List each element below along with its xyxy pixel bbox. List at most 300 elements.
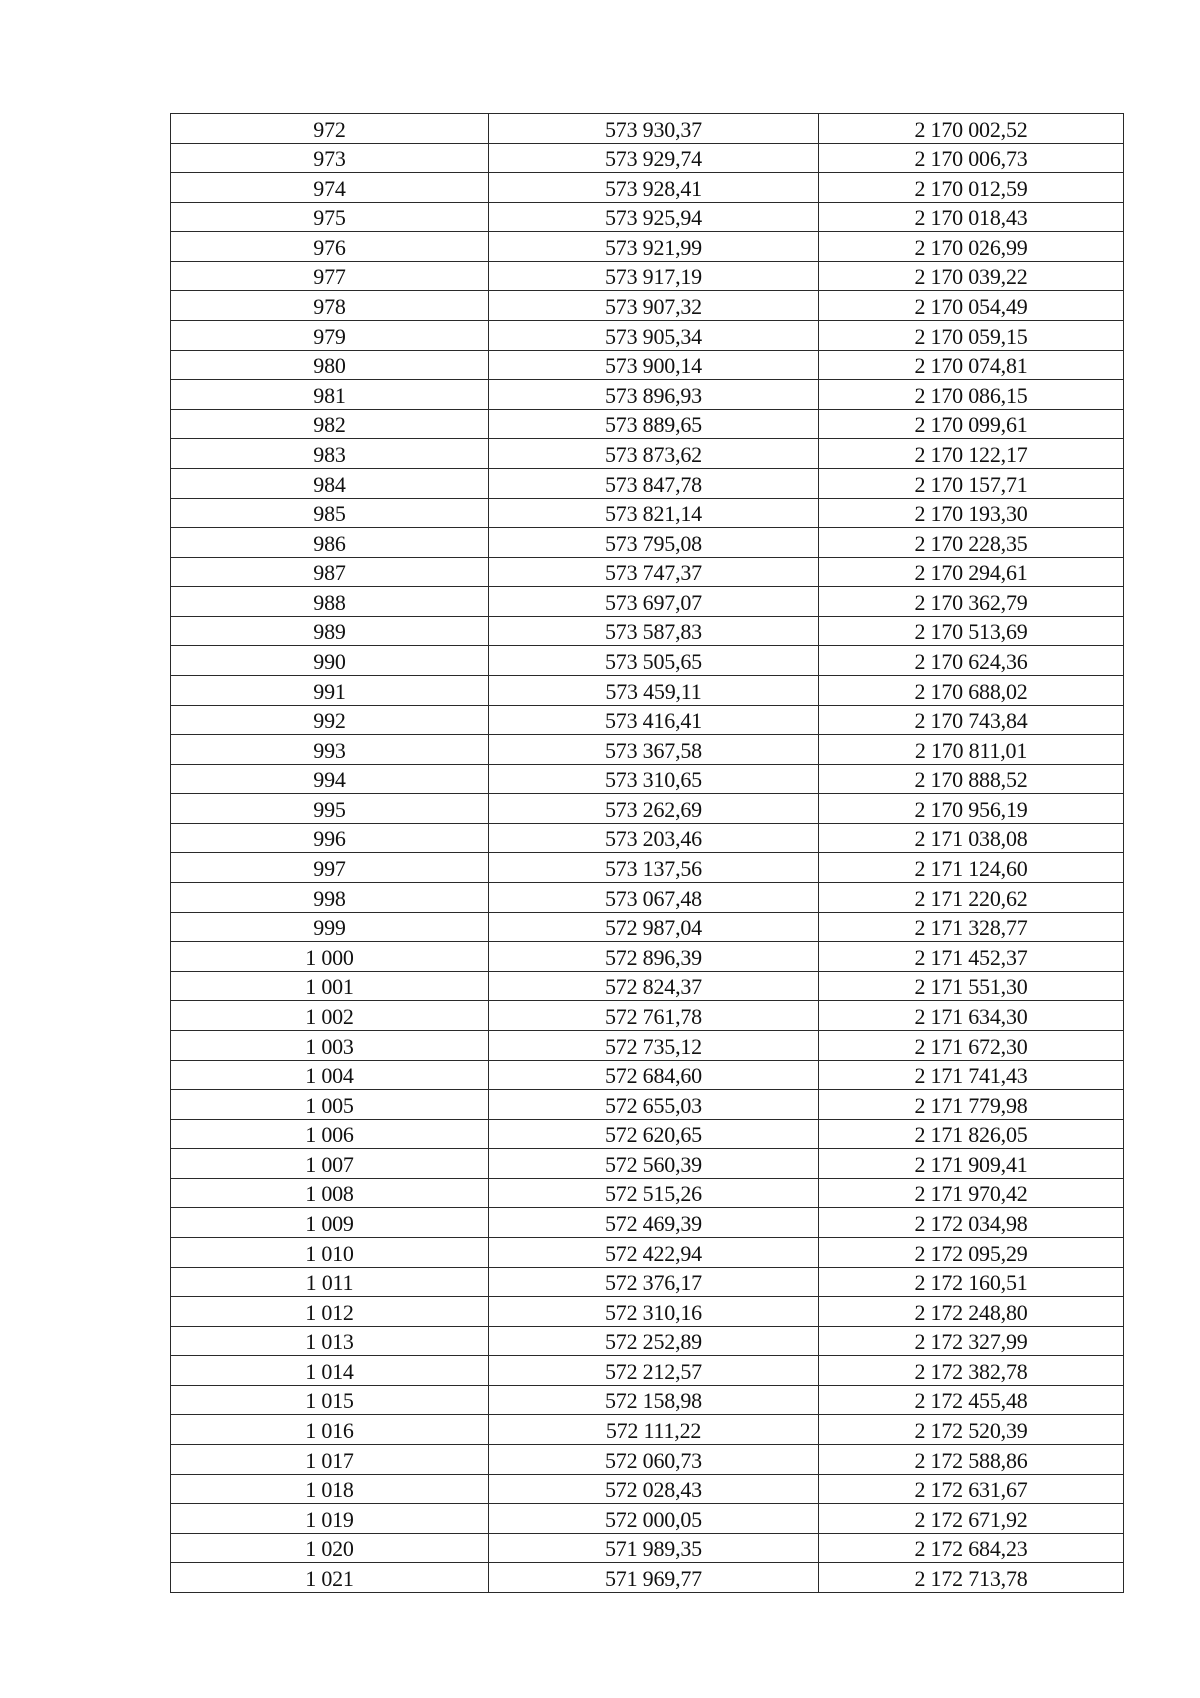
- point-number-text: 1 005: [305, 1092, 354, 1118]
- y-coordinate-text: 2 170 688,02: [914, 678, 1028, 704]
- point-number-cell: [171, 942, 489, 972]
- x-coordinate-text: 571 989,35: [604, 1536, 702, 1562]
- point-number-cell: [171, 853, 489, 883]
- table-row: [171, 1119, 1124, 1149]
- x-coordinate-cell: [489, 1356, 819, 1386]
- x-coordinate-cell: [489, 735, 819, 765]
- point-number-cell: [171, 528, 489, 558]
- x-coordinate-text: 572 684,60: [604, 1063, 702, 1089]
- x-coordinate-text: 573 905,34: [604, 323, 702, 349]
- y-coordinate-cell: [819, 794, 1124, 824]
- table-row: [171, 1237, 1124, 1267]
- y-coordinate-cell: [819, 439, 1124, 469]
- x-coordinate-cell: [489, 616, 819, 646]
- point-number-cell: [171, 1178, 489, 1208]
- point-number-cell: [171, 675, 489, 705]
- table-row: [171, 1178, 1124, 1208]
- point-number-cell: [171, 705, 489, 735]
- point-number-text: 988: [313, 589, 346, 615]
- y-coordinate-text: 2 170 624,36: [914, 648, 1028, 674]
- table-row: [171, 468, 1124, 498]
- x-coordinate-text: 572 824,37: [604, 974, 702, 1000]
- point-number-cell: [171, 1385, 489, 1415]
- point-number-text: 993: [313, 737, 346, 763]
- x-coordinate-text: 572 987,04: [604, 915, 702, 941]
- y-coordinate-text: 2 171 970,42: [914, 1181, 1028, 1207]
- x-coordinate-text: 572 469,39: [604, 1210, 702, 1236]
- x-coordinate-text: 572 376,17: [604, 1270, 702, 1296]
- y-coordinate-cell: [819, 942, 1124, 972]
- y-coordinate-cell: [819, 321, 1124, 351]
- y-coordinate-cell: [819, 1533, 1124, 1563]
- x-coordinate-text: 573 925,94: [604, 205, 702, 231]
- point-number-cell: [171, 1533, 489, 1563]
- y-coordinate-text: 2 170 086,15: [914, 382, 1028, 408]
- y-coordinate-text: 2 172 520,39: [914, 1418, 1028, 1444]
- x-coordinate-cell: [489, 232, 819, 262]
- point-number-text: 1 001: [305, 974, 354, 1000]
- point-number-cell: [171, 764, 489, 794]
- point-number-text: 977: [313, 264, 346, 290]
- y-coordinate-text: 2 170 074,81: [914, 353, 1028, 379]
- point-number-cell: [171, 1297, 489, 1327]
- x-coordinate-text: 573 697,07: [604, 589, 702, 615]
- y-coordinate-text: 2 170 362,79: [914, 589, 1028, 615]
- x-coordinate-text: 573 587,83: [604, 619, 702, 645]
- x-coordinate-text: 573 889,65: [604, 412, 702, 438]
- point-number-text: 1 016: [305, 1418, 354, 1444]
- point-number-text: 998: [313, 885, 346, 911]
- x-coordinate-text: 573 917,19: [604, 264, 702, 290]
- table-row: [171, 1297, 1124, 1327]
- y-coordinate-text: 2 170 099,61: [914, 412, 1028, 438]
- coordinates-table-body: [171, 114, 1124, 1593]
- table-row: [171, 1060, 1124, 1090]
- y-coordinate-cell: [819, 291, 1124, 321]
- x-coordinate-cell: [489, 1237, 819, 1267]
- table-row: [171, 409, 1124, 439]
- x-coordinate-cell: [489, 1060, 819, 1090]
- y-coordinate-text: 2 170 006,73: [914, 146, 1028, 172]
- x-coordinate-cell: [489, 439, 819, 469]
- point-number-cell: [171, 1030, 489, 1060]
- x-coordinate-cell: [489, 1149, 819, 1179]
- point-number-text: 976: [313, 234, 346, 260]
- point-number-cell: [171, 468, 489, 498]
- x-coordinate-text: 572 620,65: [604, 1122, 702, 1148]
- point-number-cell: [171, 1060, 489, 1090]
- table-row: [171, 232, 1124, 262]
- y-coordinate-cell: [819, 764, 1124, 794]
- x-coordinate-cell: [489, 557, 819, 587]
- point-number-text: 1 019: [305, 1506, 354, 1532]
- x-coordinate-cell: [489, 409, 819, 439]
- point-number-text: 999: [313, 915, 346, 941]
- y-coordinate-text: 2 172 248,80: [914, 1299, 1028, 1325]
- x-coordinate-text: 573 747,37: [604, 560, 702, 586]
- y-coordinate-cell: [819, 587, 1124, 617]
- y-coordinate-cell: [819, 350, 1124, 380]
- y-coordinate-cell: [819, 114, 1124, 144]
- x-coordinate-text: 573 310,65: [604, 767, 702, 793]
- table-row: [171, 321, 1124, 351]
- y-coordinate-text: 2 170 054,49: [914, 294, 1028, 320]
- x-coordinate-cell: [489, 321, 819, 351]
- x-coordinate-text: 573 459,11: [605, 678, 702, 704]
- y-coordinate-cell: [819, 1356, 1124, 1386]
- x-coordinate-text: 573 137,56: [604, 856, 702, 882]
- table-row: [171, 971, 1124, 1001]
- point-number-text: 975: [313, 205, 346, 231]
- x-coordinate-cell: [489, 1267, 819, 1297]
- x-coordinate-text: 572 655,03: [604, 1092, 702, 1118]
- point-number-text: 1 017: [305, 1447, 354, 1473]
- x-coordinate-text: 573 416,41: [604, 708, 702, 734]
- point-number-text: 1 014: [305, 1358, 354, 1384]
- y-coordinate-cell: [819, 380, 1124, 410]
- x-coordinate-text: 572 761,78: [604, 1003, 702, 1029]
- point-number-cell: [171, 735, 489, 765]
- table-row: [171, 143, 1124, 173]
- x-coordinate-cell: [489, 143, 819, 173]
- y-coordinate-cell: [819, 173, 1124, 203]
- point-number-cell: [171, 291, 489, 321]
- y-coordinate-text: 2 172 671,92: [914, 1506, 1028, 1532]
- point-number-text: 990: [313, 648, 346, 674]
- point-number-text: 985: [313, 501, 346, 527]
- y-coordinate-text: 2 170 193,30: [914, 501, 1028, 527]
- point-number-cell: [171, 1356, 489, 1386]
- point-number-cell: [171, 1149, 489, 1179]
- point-number-cell: [171, 971, 489, 1001]
- y-coordinate-text: 2 170 811,01: [914, 737, 1028, 763]
- table-row: [171, 675, 1124, 705]
- point-number-text: 1 018: [305, 1477, 354, 1503]
- y-coordinate-cell: [819, 1563, 1124, 1593]
- y-coordinate-cell: [819, 1326, 1124, 1356]
- x-coordinate-cell: [489, 1445, 819, 1475]
- point-number-cell: [171, 587, 489, 617]
- y-coordinate-cell: [819, 468, 1124, 498]
- x-coordinate-cell: [489, 528, 819, 558]
- point-number-text: 974: [313, 175, 346, 201]
- point-number-cell: [171, 114, 489, 144]
- y-coordinate-cell: [819, 1504, 1124, 1534]
- point-number-cell: [171, 616, 489, 646]
- x-coordinate-cell: [489, 291, 819, 321]
- y-coordinate-text: 2 170 026,99: [914, 234, 1028, 260]
- table-row: [171, 1504, 1124, 1534]
- point-number-text: 980: [313, 353, 346, 379]
- point-number-cell: [171, 1415, 489, 1445]
- point-number-cell: [171, 1267, 489, 1297]
- point-number-cell: [171, 1090, 489, 1120]
- point-number-text: 1 020: [305, 1536, 354, 1562]
- point-number-cell: [171, 350, 489, 380]
- table-row: [171, 1326, 1124, 1356]
- table-row: [171, 1090, 1124, 1120]
- y-coordinate-text: 2 172 713,78: [914, 1565, 1028, 1591]
- x-coordinate-text: 572 515,26: [604, 1181, 702, 1207]
- point-number-cell: [171, 1001, 489, 1031]
- x-coordinate-cell: [489, 1326, 819, 1356]
- y-coordinate-text: 2 170 228,35: [914, 530, 1028, 556]
- x-coordinate-cell: [489, 942, 819, 972]
- y-coordinate-text: 2 170 122,17: [914, 441, 1028, 467]
- point-number-cell: [171, 202, 489, 232]
- y-coordinate-cell: [819, 232, 1124, 262]
- point-number-text: 1 011: [305, 1270, 354, 1296]
- y-coordinate-cell: [819, 1090, 1124, 1120]
- x-coordinate-text: 573 067,48: [604, 885, 702, 911]
- x-coordinate-cell: [489, 1415, 819, 1445]
- y-coordinate-cell: [819, 557, 1124, 587]
- table-row: [171, 380, 1124, 410]
- table-row: [171, 1415, 1124, 1445]
- y-coordinate-cell: [819, 1445, 1124, 1475]
- x-coordinate-cell: [489, 675, 819, 705]
- table-row: [171, 1001, 1124, 1031]
- point-number-text: 1 021: [305, 1565, 354, 1591]
- x-coordinate-cell: [489, 173, 819, 203]
- point-number-cell: [171, 646, 489, 676]
- point-number-cell: [171, 380, 489, 410]
- y-coordinate-text: 2 170 157,71: [914, 471, 1028, 497]
- y-coordinate-text: 2 171 826,05: [914, 1122, 1028, 1148]
- y-coordinate-text: 2 170 012,59: [914, 175, 1028, 201]
- y-coordinate-text: 2 172 095,29: [914, 1240, 1028, 1266]
- point-number-cell: [171, 912, 489, 942]
- y-coordinate-cell: [819, 883, 1124, 913]
- table-row: [171, 498, 1124, 528]
- point-number-text: 982: [313, 412, 346, 438]
- y-coordinate-cell: [819, 1237, 1124, 1267]
- point-number-cell: [171, 1474, 489, 1504]
- y-coordinate-text: 2 171 038,08: [914, 826, 1028, 852]
- y-coordinate-cell: [819, 616, 1124, 646]
- x-coordinate-text: 573 795,08: [604, 530, 702, 556]
- y-coordinate-text: 2 171 741,43: [914, 1063, 1028, 1089]
- point-number-text: 986: [313, 530, 346, 556]
- point-number-cell: [171, 1119, 489, 1149]
- y-coordinate-cell: [819, 1149, 1124, 1179]
- point-number-cell: [171, 143, 489, 173]
- x-coordinate-cell: [489, 1297, 819, 1327]
- table-row: [171, 1474, 1124, 1504]
- x-coordinate-text: 573 821,14: [604, 501, 702, 527]
- x-coordinate-cell: [489, 1504, 819, 1534]
- x-coordinate-text: 573 928,41: [604, 175, 702, 201]
- point-number-text: 978: [313, 294, 346, 320]
- y-coordinate-text: 2 172 455,48: [914, 1388, 1028, 1414]
- point-number-text: 991: [313, 678, 346, 704]
- x-coordinate-text: 573 907,32: [604, 294, 702, 320]
- y-coordinate-cell: [819, 1415, 1124, 1445]
- y-coordinate-cell: [819, 705, 1124, 735]
- table-row: [171, 705, 1124, 735]
- y-coordinate-cell: [819, 1297, 1124, 1327]
- x-coordinate-cell: [489, 380, 819, 410]
- point-number-text: 997: [313, 856, 346, 882]
- x-coordinate-text: 572 158,98: [604, 1388, 702, 1414]
- x-coordinate-cell: [489, 202, 819, 232]
- point-number-text: 1 008: [305, 1181, 354, 1207]
- point-number-text: 1 009: [305, 1210, 354, 1236]
- x-coordinate-text: 572 422,94: [604, 1240, 702, 1266]
- table-row: [171, 794, 1124, 824]
- table-row: [171, 912, 1124, 942]
- point-number-text: 1 010: [305, 1240, 354, 1266]
- table-row: [171, 1563, 1124, 1593]
- y-coordinate-text: 2 171 909,41: [914, 1151, 1028, 1177]
- x-coordinate-cell: [489, 1178, 819, 1208]
- point-number-cell: [171, 1563, 489, 1593]
- point-number-text: 972: [313, 116, 346, 142]
- table-row: [171, 1356, 1124, 1386]
- table-row: [171, 439, 1124, 469]
- point-number-text: 992: [313, 708, 346, 734]
- table-row: [171, 883, 1124, 913]
- x-coordinate-cell: [489, 468, 819, 498]
- y-coordinate-text: 2 171 551,30: [914, 974, 1028, 1000]
- point-number-cell: [171, 557, 489, 587]
- point-number-text: 1 012: [305, 1299, 354, 1325]
- y-coordinate-cell: [819, 1267, 1124, 1297]
- x-coordinate-text: 573 921,99: [604, 234, 702, 260]
- y-coordinate-text: 2 171 220,62: [914, 885, 1028, 911]
- point-number-text: 1 000: [305, 944, 354, 970]
- y-coordinate-cell: [819, 1385, 1124, 1415]
- x-coordinate-cell: [489, 1001, 819, 1031]
- point-number-cell: [171, 321, 489, 351]
- x-coordinate-cell: [489, 853, 819, 883]
- table-row: [171, 557, 1124, 587]
- x-coordinate-text: 571 969,77: [604, 1565, 702, 1591]
- x-coordinate-text: 573 367,58: [604, 737, 702, 763]
- y-coordinate-text: 2 172 034,98: [914, 1210, 1028, 1236]
- x-coordinate-cell: [489, 912, 819, 942]
- point-number-cell: [171, 883, 489, 913]
- x-coordinate-text: 572 060,73: [604, 1447, 702, 1473]
- y-coordinate-cell: [819, 735, 1124, 765]
- x-coordinate-text: 572 252,89: [604, 1329, 702, 1355]
- point-number-text: 1 007: [305, 1151, 354, 1177]
- table-row: [171, 764, 1124, 794]
- point-number-cell: [171, 1326, 489, 1356]
- y-coordinate-cell: [819, 823, 1124, 853]
- x-coordinate-text: 572 896,39: [604, 944, 702, 970]
- y-coordinate-text: 2 170 294,61: [914, 560, 1028, 586]
- point-number-cell: [171, 409, 489, 439]
- x-coordinate-cell: [489, 1208, 819, 1238]
- table-row: [171, 1208, 1124, 1238]
- table-row: [171, 1385, 1124, 1415]
- y-coordinate-cell: [819, 1060, 1124, 1090]
- y-coordinate-text: 2 171 779,98: [914, 1092, 1028, 1118]
- y-coordinate-cell: [819, 1001, 1124, 1031]
- x-coordinate-cell: [489, 1030, 819, 1060]
- table-row: [171, 646, 1124, 676]
- point-number-text: 1 004: [305, 1063, 354, 1089]
- x-coordinate-cell: [489, 971, 819, 1001]
- y-coordinate-cell: [819, 498, 1124, 528]
- x-coordinate-cell: [489, 705, 819, 735]
- table-row: [171, 853, 1124, 883]
- y-coordinate-cell: [819, 1178, 1124, 1208]
- x-coordinate-text: 572 735,12: [604, 1033, 702, 1059]
- x-coordinate-text: 573 873,62: [604, 441, 702, 467]
- x-coordinate-text: 572 310,16: [604, 1299, 702, 1325]
- point-number-text: 1 015: [305, 1388, 354, 1414]
- x-coordinate-cell: [489, 1119, 819, 1149]
- y-coordinate-cell: [819, 853, 1124, 883]
- y-coordinate-text: 2 170 018,43: [914, 205, 1028, 231]
- table-row: [171, 261, 1124, 291]
- point-number-text: 1 003: [305, 1033, 354, 1059]
- y-coordinate-text: 2 172 588,86: [914, 1447, 1028, 1473]
- point-number-text: 973: [313, 146, 346, 172]
- point-number-text: 1 013: [305, 1329, 354, 1355]
- table-row: [171, 735, 1124, 765]
- table-row: [171, 1445, 1124, 1475]
- table-row: [171, 114, 1124, 144]
- point-number-text: 984: [313, 471, 346, 497]
- table-row: [171, 616, 1124, 646]
- x-coordinate-cell: [489, 883, 819, 913]
- point-number-text: 1 006: [305, 1122, 354, 1148]
- point-number-text: 979: [313, 323, 346, 349]
- x-coordinate-text: 572 212,57: [604, 1358, 702, 1384]
- x-coordinate-text: 572 000,05: [604, 1506, 702, 1532]
- y-coordinate-cell: [819, 1208, 1124, 1238]
- y-coordinate-text: 2 171 328,77: [914, 915, 1028, 941]
- x-coordinate-cell: [489, 350, 819, 380]
- x-coordinate-text: 573 847,78: [604, 471, 702, 497]
- y-coordinate-text: 2 171 124,60: [914, 856, 1028, 882]
- y-coordinate-text: 2 170 743,84: [914, 708, 1028, 734]
- point-number-cell: [171, 1445, 489, 1475]
- point-number-cell: [171, 261, 489, 291]
- y-coordinate-text: 2 171 452,37: [914, 944, 1028, 970]
- y-coordinate-cell: [819, 675, 1124, 705]
- point-number-text: 996: [313, 826, 346, 852]
- y-coordinate-cell: [819, 1119, 1124, 1149]
- x-coordinate-text: 573 896,93: [604, 382, 702, 408]
- point-number-cell: [171, 173, 489, 203]
- point-number-cell: [171, 498, 489, 528]
- y-coordinate-cell: [819, 261, 1124, 291]
- table-row: [171, 1030, 1124, 1060]
- table-row: [171, 587, 1124, 617]
- table-row: [171, 350, 1124, 380]
- y-coordinate-text: 2 171 672,30: [914, 1033, 1028, 1059]
- y-coordinate-text: 2 170 888,52: [914, 767, 1028, 793]
- x-coordinate-cell: [489, 1563, 819, 1593]
- point-number-cell: [171, 439, 489, 469]
- y-coordinate-cell: [819, 528, 1124, 558]
- y-coordinate-text: 2 170 002,52: [914, 116, 1028, 142]
- x-coordinate-text: 573 930,37: [604, 116, 702, 142]
- y-coordinate-text: 2 170 039,22: [914, 264, 1028, 290]
- y-coordinate-cell: [819, 1030, 1124, 1060]
- y-coordinate-cell: [819, 202, 1124, 232]
- x-coordinate-text: 572 111,22: [605, 1418, 702, 1444]
- y-coordinate-text: 2 172 631,67: [914, 1477, 1028, 1503]
- point-number-text: 995: [313, 796, 346, 822]
- point-number-text: 989: [313, 619, 346, 645]
- table-row: [171, 173, 1124, 203]
- table-row: [171, 942, 1124, 972]
